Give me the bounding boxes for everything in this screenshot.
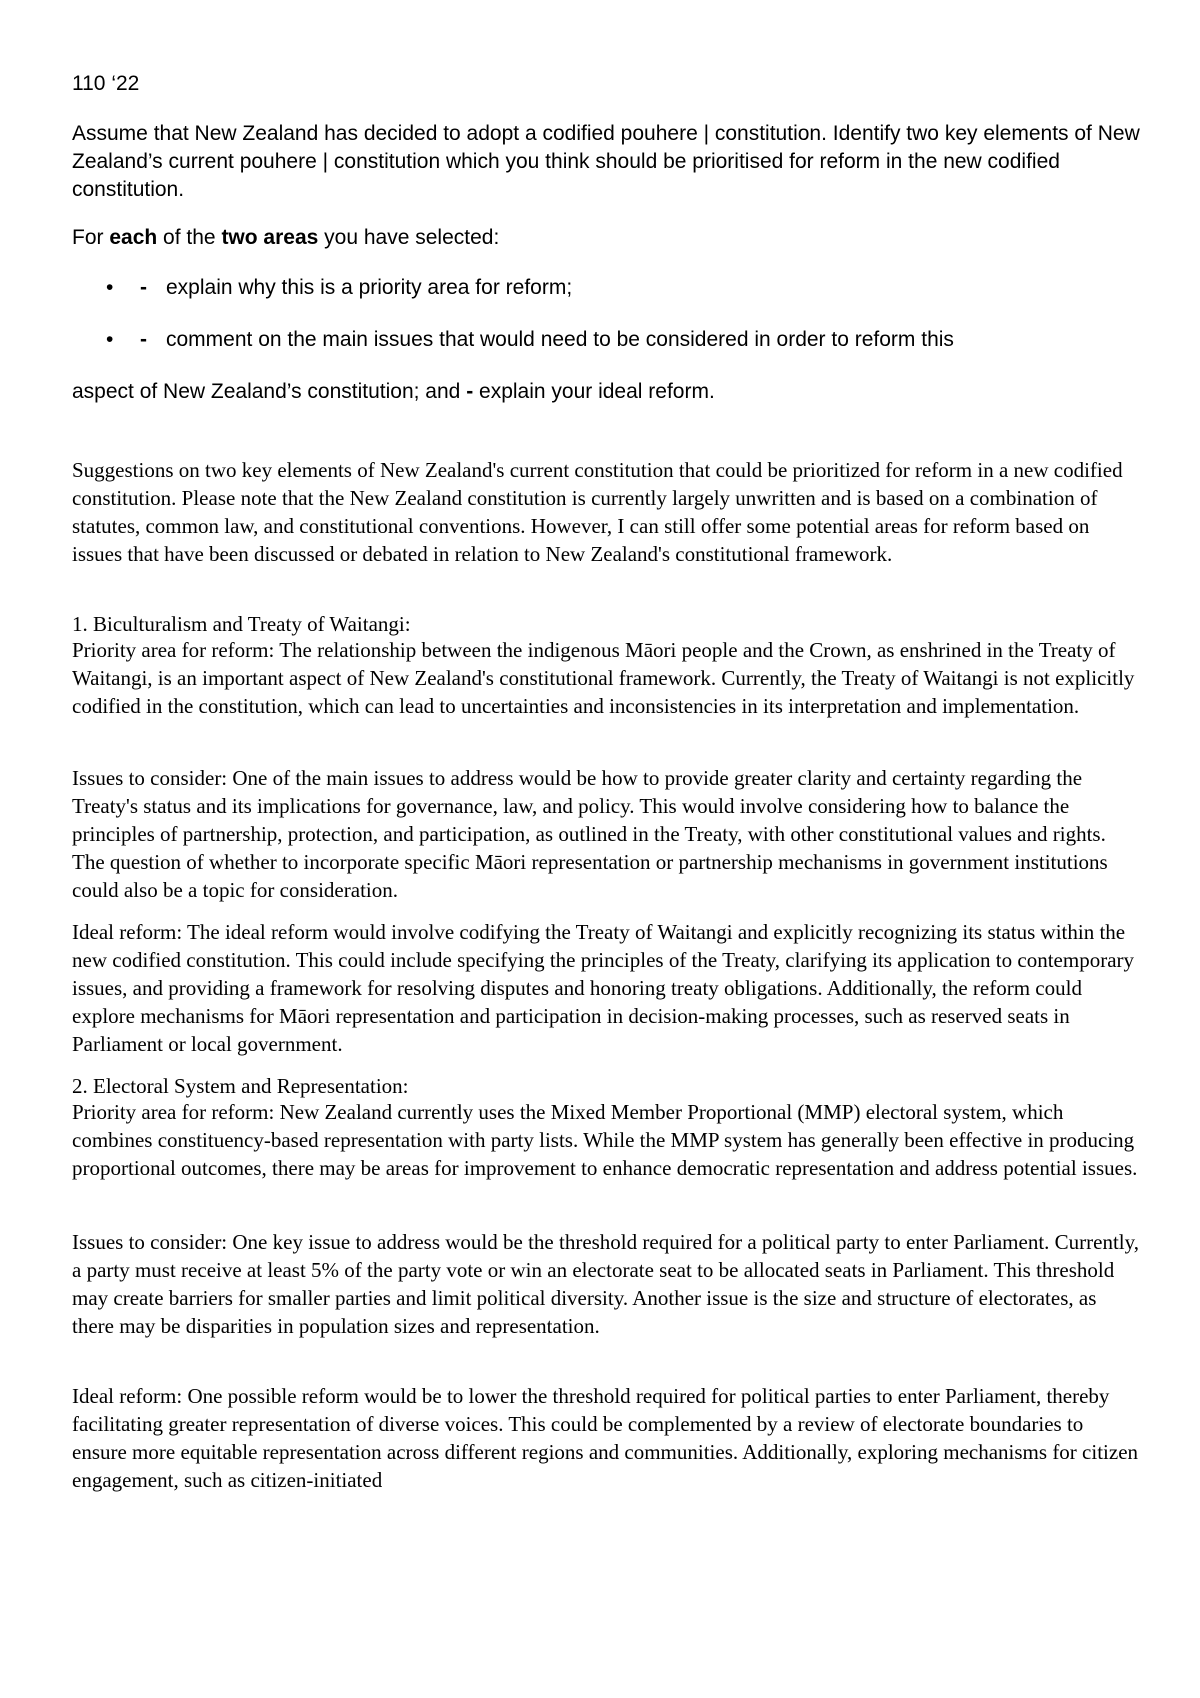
question-prompt: Assume that New Zealand has decided to adopt a codified pouhere | constitution. Identify two key elements of New Zealand’s current pouhere | constitution which you think should be prioritised for reform in the new codified constitution. bbox=[72, 122, 1140, 201]
for-each-middle: of the bbox=[157, 226, 222, 249]
section-1-issues: Issues to consider: One of the main issues to address would be how to provide greater clarity and certainty regarding the Treaty's status and its implications for governance, law, and policy. This would involve considering how to balance the principles of partnership, protection, and participation, as outlined in the Treaty, with other constitutional values and rights. The question of whether to incorporate specific Māori representation or partnership mechanisms in government institutions could also be a topic for consideration. bbox=[72, 766, 1108, 902]
question-bullet-comment bbox=[106, 326, 1146, 354]
bullet-dot: • bbox=[106, 276, 114, 299]
bullet-dash: - bbox=[140, 276, 147, 299]
for-each-bold-each: each bbox=[109, 226, 158, 249]
bullet-dot: • bbox=[106, 328, 114, 351]
continuation-before: aspect of New Zealand’s constitution; and bbox=[72, 380, 467, 403]
question-for-each bbox=[72, 224, 1142, 252]
section-1-ideal: Ideal reform: The ideal reform would involve codifying the Treaty of Waitangi and explicitly recognizing its status within the new codified constitution. This could include specifying the principles of the Treaty, clarifying its application to contemporary issues, and providing a framework for resolving disputes and honoring treaty obligations. Additionally, the reform could explore mechanisms for Māori representation and participation in decision-making processes, such as reserved seats in Parliament or local government. bbox=[72, 920, 1135, 1056]
for-each-prefix: For bbox=[72, 226, 110, 249]
answer-intro: Suggestions on two key elements of New Zealand's current constitution that could be prioritized for reform in a new codified constitution. Please note that the New Zealand constitution is currently largely unwritten and is based on a combination of statutes, common law, and constitutional conventions. However, I can still offer some potential areas for reform based on issues that have been discussed or debated in relation to New Zealand's constitutional framework. bbox=[72, 458, 1123, 566]
question-continuation bbox=[72, 378, 1142, 406]
section-1-heading: 1. Biculturalism and Treaty of Waitangi: bbox=[72, 612, 411, 636]
section-2-heading: 2. Electoral System and Representation: bbox=[72, 1074, 409, 1098]
bullet-text: explain why this is a priority area for reform; bbox=[166, 276, 573, 299]
question-bullet-explain bbox=[106, 274, 1146, 302]
section-2-priority: Priority area for reform: New Zealand currently uses the Mixed Member Proportional (MMP) electoral system, which combines constituency-based representation with party lists. While the MMP system has generally been effective in producing proportional outcomes, there may be areas for improvement to enhance democratic representation and address potential issues. bbox=[72, 1100, 1138, 1180]
continuation-after: explain your ideal reform. bbox=[473, 380, 715, 403]
section-2-issues: Issues to consider: One key issue to address would be the threshold required for a political party to enter Parliament. Currently, a party must receive at least 5% of the party vote or win an electorate seat to be allocated seats in Parliament. This threshold may create barriers for smaller parties and limit political diversity. Another issue is the size and structure of electorates, as there may be disparities in population sizes and representation. bbox=[72, 1230, 1140, 1338]
continuation-dash: - bbox=[466, 380, 474, 403]
bullet-dash: - bbox=[140, 328, 147, 351]
section-2-ideal: Ideal reform: One possible reform would be to lower the threshold required for political parties to enter Parliament, thereby facilitating greater representation of diverse voices. This could be complemented by a review of electorate boundaries to ensure more equitable representation across different regions and communities. Additionally, exploring mechanisms for citizen engagement, such as citizen-initiated bbox=[72, 1384, 1139, 1492]
page-header-code: 110 ‘22 bbox=[72, 72, 140, 95]
for-each-suffix: you have selected: bbox=[318, 226, 500, 249]
for-each-bold-two-areas: two areas bbox=[221, 226, 319, 249]
section-1-priority: Priority area for reform: The relationship between the indigenous Māori people and the Crown, as enshrined in the Treaty of Waitangi, is an important aspect of New Zealand's constitutional framework. Currently, the Treaty of Waitangi is not explicitly codified in the constitution, which can lead to uncertainties and inconsistencies in its interpretation and implementation. bbox=[72, 638, 1135, 718]
bullet-text: comment on the main issues that would need to be considered in order to reform this bbox=[166, 328, 954, 351]
